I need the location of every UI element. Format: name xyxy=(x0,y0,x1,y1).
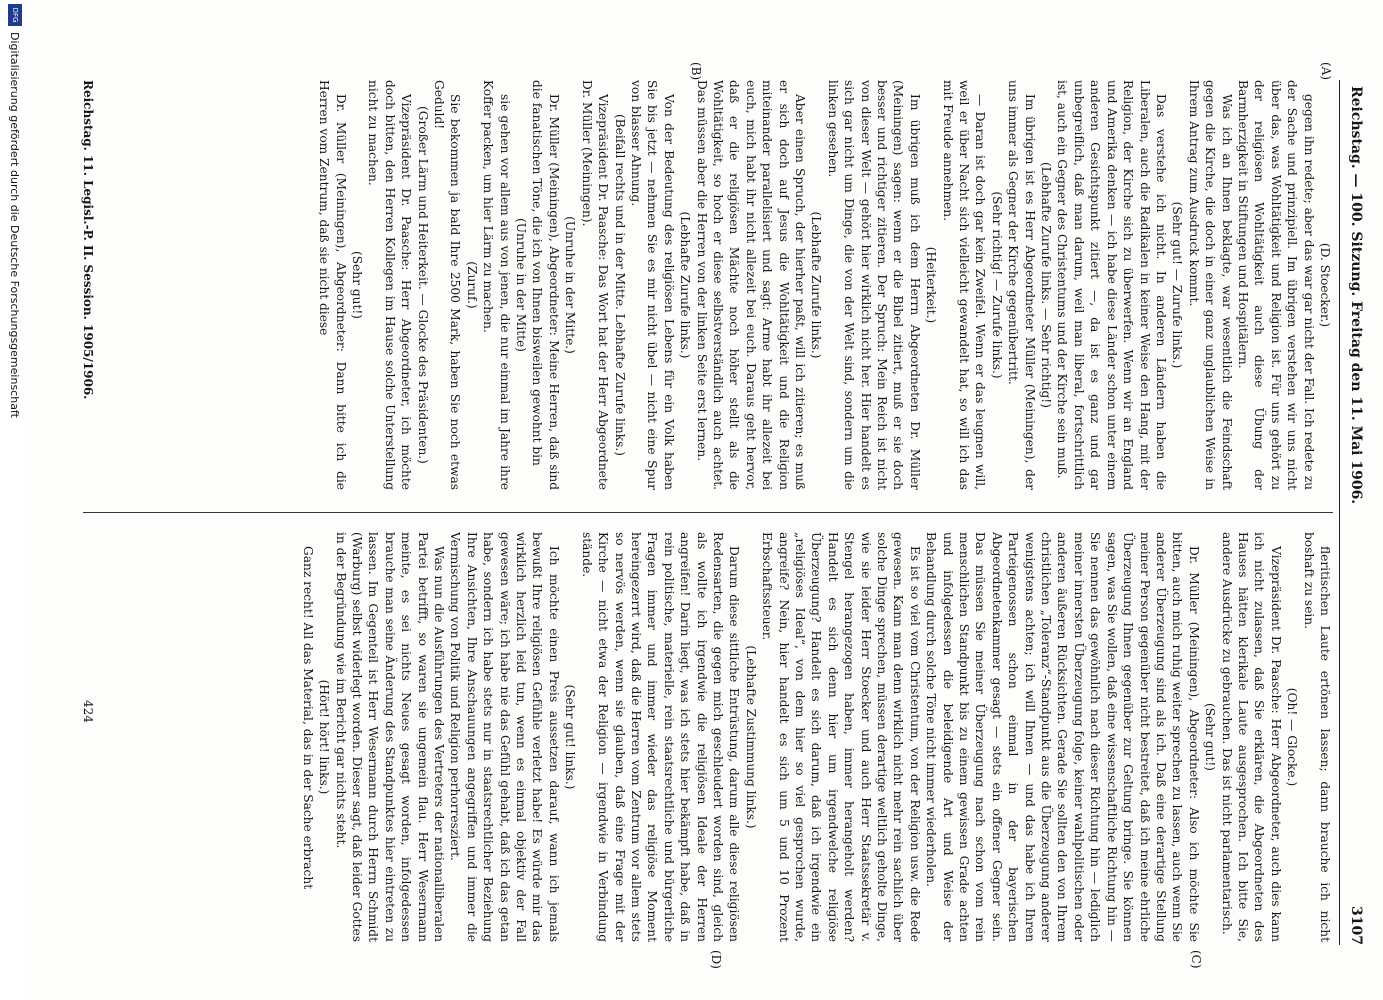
paragraph: Es ist so viel vom Christentum, von der Religion usw. die Rede gewesen. Kann man denn wirklich nicht mehr rein sachlich über solche Dinge sprechen, müssen derartige weltlich geholte Dinge, wie sie leider Herr Stoecker und auch Herr Staatssekretär v. Stengel herangezogen haben, immer herangeholt werden? Handelt es sich denn hier um irgendwelche religiöse Überzeugung? Handelt es sich darum, daß ich irgendwie ein „religiöses Ideal“, von dem hier so viel gesprochen wurde, angreife? Nein, hier handelt es sich um 5 und 10 Prozent Erbschaftssteuer. xyxy=(760,532,922,942)
paragraph: Vizepräsident Dr. Paasche: Herr Abgeordneter, auch dies kann ich nicht zulassen, daß Sie erklären, die Abgeordneten des Hauses hätten klerikale Laute ausgesprochen. Ich bitte Sie, andere Ausdrücke zu gebrauchen. Das ist nicht parlamentarisch. xyxy=(1219,532,1283,942)
footer-session-info: Reichstag. 11. Legisl.-P. II. Session. 1905/1906. xyxy=(81,80,95,400)
running-title: Reichstag. — 100. Sitzung. Freitag den 11. Mai 1906. xyxy=(1348,86,1364,505)
paragraph: Darum diese sittliche Entrüstung, darum alle diese religiösen Redensarten, die gegen mich geschleudert worden sind, gleich als wollte ich irgendwie die religiösen Ideale der Herren angreifen! Darin liegt, was ich stets hier bekämpft habe, daß in rein politische, materielle, rein staatsrechtliche und bürgerliche Fragen immer und immer wieder das religiöse Moment hereingezerrt wird, daß die Herren vom Zentrum vor allem stets so nervös werden, wenn sie glauben, daß eine Frage mit der Kirche — nicht etwa der Religion — irgendwie in Verbindung stände. xyxy=(579,532,742,942)
paragraph: Ich möchte einen Preis aussetzen darauf, wann ich jemals bewußt Ihre religiösen Gefühle verletzt habe! Es würde mir das wirklich herzlich leid tun, wenn es einmal objektiv der Fall gewesen wäre; ich habe nie das Gefühl gehabt, daß ich das getan habe, sondern ich habe stets nur in staatsrechtlicher Beziehung Ihre Ansichten, Ihre Anschauungen angegriffen und immer die Vermischung von Politik und Religion perhorresziert. xyxy=(448,532,561,942)
paragraph: Was ich an Ihnen beklagte, war wesentlich die Feindschaft gegen die Kirche, die doch in einer ganz unglaublichen Weise in Ihrem Antrag zum Ausdruck kommt. xyxy=(1186,80,1234,490)
interjection: (Sehr gut! — Zurufe links.) xyxy=(1170,201,1185,369)
paragraph: gegen ihn redete; aber das war gar nicht der Fall. Ich redete zu der Sache und prinzipiell. Im übrigen verstehen wir uns nicht über das, was Wohltätigkeit und Religion ist. Für uns gehört zu der religiösen Wohltätigkeit auch diese Übung der Barmherzigkeit in Stiftungen und Hospitälern. xyxy=(1235,80,1316,490)
page-header xyxy=(1340,80,1368,945)
margin-marker-a: (A) xyxy=(1319,62,1333,81)
column-divider xyxy=(83,512,1333,513)
interjection: (Großer Lärm und Heiterkeit. — Glocke des Präsidenten.) xyxy=(415,106,430,464)
interjection: (Lebhafte Zurufe links.) xyxy=(678,211,693,359)
interjection: (Unruhe in der Mitte) xyxy=(514,218,529,352)
paragraph: (D. Stoecker.) xyxy=(1318,242,1332,328)
header-rule xyxy=(1339,80,1340,945)
interjection: (Unruhe in der Mitte.) xyxy=(563,216,578,354)
interjection: (Zuruf.) xyxy=(464,261,479,309)
footer-page-number: 424 xyxy=(81,700,95,723)
paragraph: Vizepräsident Dr. Paasche: Das Wort hat der Herr Abgeordnete Dr. Müller (Meiningen). xyxy=(579,80,611,490)
page-number: 3107 xyxy=(1348,906,1364,945)
interjection: (Beifall rechts und in der Mitte. Lebhafte Zurufe links.) xyxy=(612,113,627,457)
paragraph: Vizepräsident Dr. Paasche: Herr Abgeordneter, ich möchte doch bitten, den Herren Kollegen im Hause solche Unterstellung nicht zu machen. xyxy=(366,80,414,490)
paragraph: fleritischen Laute ertönen lassen; dann brauche ich nicht boshaft zu sein. xyxy=(1301,532,1332,942)
dfg-logo-icon: DFG xyxy=(8,4,22,26)
paragraph: Ganz recht! All das Material, das in der Sache erbracht xyxy=(300,546,315,890)
interjection: (Sehr richtig! — Zurufe links.) xyxy=(989,191,1004,379)
margin-marker-c: (C) xyxy=(1189,950,1203,969)
margin-marker-b: (B) xyxy=(689,62,703,81)
interjection: (Lebhafte Zurufe links.) xyxy=(809,211,824,359)
left-column xyxy=(103,80,1333,490)
interjection: (Lebhafte Zustimmung links.) xyxy=(743,645,758,829)
paragraph: Im übrigen ist es Herr Abgeordneter Müller (Meiningen), der uns immer als Gegner der Kirche gegenübertritt. xyxy=(1006,80,1037,490)
paragraph: sie gehen vor allem aus von jenen, die nur einmal im Jahre ihre Koffer packen, um hier Lärm zu machen. xyxy=(481,80,512,490)
paragraph: Dr. Müller (Meiningen), Abgeordneter: Also ich möchte Sie bitten, auch mich ruhig weiter sprechen zu lassen, auch wenn Sie anderer Überzeugung sind als ich. Daß eine derartige Stellung meiner Person gegenüber nicht bestreitet, daß ich meine ehrliche Überzeugung Ihnen gegenüber zur Geltung bringe. Sie können sagen, was Sie wollen, daß eine wissenschaftliche Richtung hin — Sie nennen das gewöhnlich nach dieser Richtung hin — lediglich meiner innersten Überzeugung folge, keiner wahlpolitischen oder anderen äußeren Rücksichten. Gerade Sie sollten den von Ihrem christlichen „Toleranz“-Standpunkt aus die Überzeugung anderer wenigstens achten; ich will Ihnen — und das habe ich Ihren Parteigenossen schon einmal in der bayerischen Abgeordnetenkammer gesagt — stets ein offener Gegner sein. Das müssen Sie meiner Überzeugung nach schon vom rein menschlichen Standpunkt bis zu einem gewissen Grade achten und infolgedessen die beleidigende Art und Weise der Behandlung durch solche Töne nicht immer wiederholen. xyxy=(924,532,1201,942)
paragraph: Dr. Müller (Meiningen), Abgeordneter: Dann bitte ich die Herren vom Zentrum, daß sie nicht diese xyxy=(317,80,348,490)
margin-marker-d: (D) xyxy=(709,950,723,969)
interjection: (Sehr gut!) xyxy=(350,250,365,320)
paragraph: Das verstehe ich nicht. In anderen Ländern haben die Liberalen, auch die Radikalen in keiner Weise den Hang, mit der Religion, der Kirche sich zu überwerfen. Wenn wir an England und Amerika denken — ich habe diese Länder schon unter einem anderen Gesichtspunkt zitiert —, da ist es ganz und gar unbegreiflich, daß man darum, weil man liberal, fortschrittlich ist, auch ein Gegner des Christentums und der Kirche sein muß. xyxy=(1055,80,1168,490)
interjection: (Oh! — Glocke.) xyxy=(1285,687,1300,787)
interjection: (Heiterkeit.) xyxy=(924,246,939,324)
paragraph: Von der Bedeutung des religiösen Lebens für ein Volk haben Sie bis jetzt — nehmen Sie es mir nicht übel — nicht eine Spur von blasser Ahnung. xyxy=(628,80,676,490)
paragraph: Sie bekommen ja bald Ihre 2500 Mark, haben Sie noch etwas Geduld! xyxy=(432,80,463,490)
interjection: (Sehr gut! links.) xyxy=(563,684,578,790)
paragraph: — Daran ist doch gar kein Zweifel. Wenn er das leugnen will, weil er über Nacht sich vielleicht gewandelt hat, so will ich das mit Freude annehmen. xyxy=(940,80,988,490)
interjection: (Hört! hört! links.) xyxy=(317,679,332,795)
interjection: (Sehr gut!) xyxy=(1203,702,1218,772)
paragraph: Im übrigen muß ich dem Herrn Abgeordneten Dr. Müller (Meiningen) sagen: wenn er die Bibel zitiert, muß er sie doch besser und richtiger zitieren. Der Spruch: Mein Reich ist nicht von dieser Welt — gehört hier wirklich nicht her. Hier handelt es sich gar nicht um Dinge, die von der Welt sind, sondern um die linken gesehen. xyxy=(825,80,922,490)
paragraph: Was nun die Ausführungen des Vertreters der nationalliberalen Partei betrifft, so waren sie ungemein flau. Herr Wesermann meinte, es sei nichts Neues gesagt worden, infolgedessen brauche man seine Änderung des Standpunktes hier eintreten zu lassen. Im Gegenteil ist Herr Wesermann durch Herrn Schmidt (Warburg) selbst widerlegt worden. Dieser sagt, daß leider Gottes in der Begründung wie im Bericht gar nichts steht. xyxy=(333,532,447,942)
interjection: (Lebhafte Zurufe links. — Sehr richtig!) xyxy=(1039,162,1054,408)
paragraph: Dr. Müller (Meiningen), Abgeordneter: Meine Herren, daß sind die fanatischen Töne, die ich von Ihnen bisweilen gewohnt bin xyxy=(530,80,561,490)
funding-text: Digitalisierung gefördert durch die Deutsche Forschungsgemeinschaft xyxy=(8,32,21,418)
right-column xyxy=(103,532,1333,942)
paragraph: Aber einen Spruch, der hierher paßt, will ich zitieren; es muß er sich doch auf Jesus die Wohltätigkeit und die Religion miteinander parallelisiert und sagt: Arme habt ihr allezeit bei euch, mich habt ihr nicht allezeit bei euch. Daraus geht hervor, daß er die religiösen Mächte noch höher stellt als die Wohltätigkeit, so hoch er diese selbstverständlich auch achtet. Das müssen aber die Herren von der linken Seite erst lernen. xyxy=(694,80,807,490)
funding-note xyxy=(0,0,30,1000)
